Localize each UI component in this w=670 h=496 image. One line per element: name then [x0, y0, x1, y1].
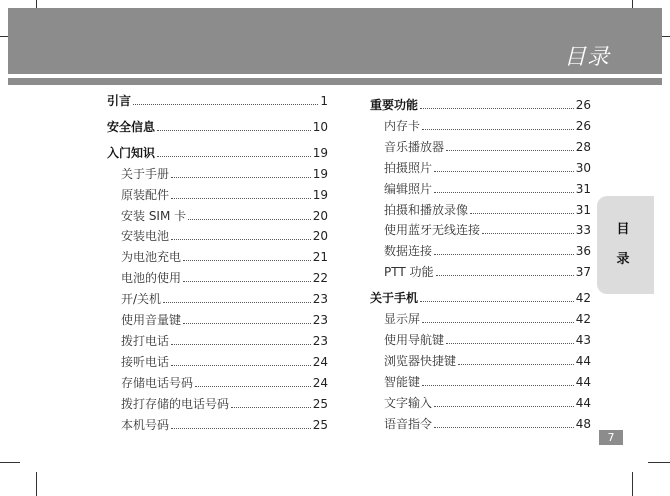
toc-entry [107, 416, 328, 432]
toc-entry-page: 23 [312, 292, 328, 307]
toc-leader-dots [171, 189, 311, 199]
toc-entry-label: 语音指令 [384, 416, 433, 431]
toc-entry-page: 44 [575, 353, 591, 368]
toc-entry-page: 24 [312, 375, 328, 390]
header-rule [8, 78, 662, 85]
toc-entry [107, 144, 328, 160]
toc-entry-page: 31 [575, 202, 591, 217]
toc-entry [370, 331, 591, 347]
toc-entry-page: 23 [312, 313, 328, 327]
toc-entry [107, 332, 328, 348]
toc-entry [370, 180, 591, 196]
toc-entry [107, 165, 328, 181]
toc-entry-label: 拨打存储的电话号码 [121, 396, 230, 411]
toc-leader-dots [446, 334, 574, 344]
toc-entry-page: 33 [575, 223, 591, 238]
toc-entry-page: 23 [312, 333, 328, 348]
crop-mark [632, 472, 633, 496]
toc-leader-dots [183, 272, 311, 282]
toc-entry-page: 48 [575, 416, 591, 431]
toc-leader-dots [422, 120, 574, 130]
toc-entry-label: 开/关机 [121, 292, 162, 307]
toc-leader-dots [188, 210, 311, 220]
toc-entry-page: 26 [575, 118, 591, 133]
toc-entry-page: 36 [575, 244, 591, 259]
toc-leader-dots [133, 95, 318, 105]
toc-entry-label: 数据连接 [384, 244, 433, 259]
toc-entry [370, 159, 591, 175]
toc-entry-page: 37 [575, 265, 591, 280]
toc-entry-page: 44 [575, 374, 591, 389]
toc-entry-label: 使用导航键 [384, 332, 445, 347]
toc-entry [107, 395, 328, 411]
toc-leader-dots [171, 168, 311, 178]
toc-leader-dots [183, 314, 311, 324]
toc-entry [370, 373, 591, 389]
toc-leader-dots [434, 162, 574, 172]
toc-entry-label: 显示屏 [384, 312, 421, 326]
toc-entry-label: 存储电话号码 [121, 375, 194, 390]
toc-entry-page: 19 [312, 166, 328, 181]
toc-entry-label: 引言 [107, 94, 132, 108]
toc-leader-dots [434, 183, 574, 193]
toc-entry-page: 20 [312, 229, 328, 244]
toc-entry [370, 117, 591, 133]
toc-entry-page: 42 [575, 312, 591, 326]
toc-leader-dots [171, 230, 311, 240]
toc-entry-page: 30 [575, 160, 591, 175]
toc-leader-dots [470, 204, 574, 214]
toc-entry [107, 118, 328, 134]
toc-entry-label: 重要功能 [370, 98, 419, 112]
toc-entry [370, 352, 591, 368]
section-tab-char: 录 [616, 252, 630, 267]
toc-leader-dots [434, 245, 574, 255]
toc-leader-dots [446, 141, 574, 151]
toc-entry [107, 269, 328, 285]
toc-leader-dots [171, 356, 311, 366]
toc-entry-page: 44 [575, 395, 591, 410]
toc-leader-dots [231, 398, 311, 408]
toc-entry [370, 221, 591, 237]
toc-entry-label: 原装配件 [121, 187, 170, 202]
toc-entry-label: PTT 功能 [384, 265, 434, 280]
toc-entry-label: 浏览器快捷键 [384, 353, 457, 368]
toc-entry [370, 263, 591, 279]
toc-entry-page: 1 [320, 94, 328, 108]
toc-entry-page: 19 [312, 145, 328, 160]
toc-entry [370, 96, 591, 112]
toc-leader-dots [195, 377, 311, 387]
toc-leader-dots [458, 355, 574, 365]
toc-leader-dots [163, 293, 311, 303]
toc-entry-label: 关于手机 [370, 291, 419, 306]
toc-entry [370, 242, 591, 258]
toc-entry-page: 31 [575, 181, 591, 196]
toc-entry-label: 拍摄照片 [384, 160, 433, 175]
toc-entry-label: 智能键 [384, 374, 421, 389]
toc-entry-label: 入门知识 [107, 145, 156, 160]
toc-entry-label: 内存卡 [384, 118, 421, 133]
toc-entry-label: 编辑照片 [384, 181, 433, 196]
toc-leader-dots [171, 419, 311, 429]
toc-entry-label: 关于手册 [121, 166, 170, 181]
toc-leader-dots [482, 224, 574, 234]
toc-entry-page: 22 [312, 271, 328, 286]
toc-entry [107, 290, 328, 306]
toc-entry-page: 28 [575, 139, 591, 154]
toc-entry-page: 10 [312, 119, 328, 134]
toc-entry [107, 374, 328, 390]
toc-entry-label: 使用蓝牙无线连接 [384, 223, 481, 238]
toc-entry-label: 为电池充电 [121, 250, 182, 265]
toc-entry [370, 415, 591, 431]
toc-entry-label: 使用音量键 [121, 313, 182, 327]
toc-entry [370, 394, 591, 410]
toc-entry [107, 207, 328, 223]
toc-entry-page: 43 [575, 332, 591, 347]
toc-entry-label: 接听电话 [121, 354, 170, 369]
toc-entry-page: 24 [312, 354, 328, 369]
toc-leader-dots [422, 376, 574, 386]
toc-entry [107, 92, 328, 108]
toc-leader-dots [422, 313, 574, 323]
toc-leader-dots [157, 121, 311, 131]
toc-entry [370, 201, 591, 217]
toc-leader-dots [171, 335, 311, 345]
toc-leader-dots [157, 147, 311, 157]
toc-entry-page: 19 [312, 187, 328, 202]
toc-entry-label: 拍摄和播放录像 [384, 202, 469, 217]
toc-entry [107, 311, 328, 327]
crop-mark [0, 462, 20, 463]
toc-entry-label: 文字输入 [384, 395, 433, 410]
crop-mark [36, 472, 37, 496]
toc-leader-dots [434, 397, 574, 407]
toc-entry-label: 电池的使用 [121, 271, 182, 286]
toc-leader-dots [420, 99, 574, 109]
toc-entry [107, 248, 328, 264]
toc-leader-dots [420, 292, 574, 302]
toc-entry [370, 289, 591, 305]
section-tab [597, 196, 654, 294]
toc-entry-label: 本机号码 [121, 417, 170, 432]
toc-entry [107, 186, 328, 202]
toc-entry-label: 安装 SIM 卡 [121, 208, 187, 223]
toc-entry [107, 227, 328, 243]
toc-entry-page: 21 [312, 250, 328, 265]
toc-entry-page: 26 [575, 98, 591, 112]
toc-entry-label: 拨打电话 [121, 333, 170, 348]
toc-leader-dots [434, 418, 574, 428]
toc-entry [370, 138, 591, 154]
toc-entry-label: 音乐播放器 [384, 139, 445, 154]
toc-entry-page: 25 [312, 417, 328, 432]
toc-entry-page: 25 [312, 396, 328, 411]
toc-leader-dots [183, 251, 311, 261]
toc-entry [370, 310, 591, 326]
toc-entry-page: 42 [575, 291, 591, 306]
crop-mark [648, 462, 670, 463]
toc-entry-label: 安全信息 [107, 119, 156, 134]
page-title: 目录 [563, 45, 610, 70]
toc-entry [107, 353, 328, 369]
section-tab-char: 目 [616, 222, 630, 237]
toc-leader-dots [436, 266, 574, 276]
toc-entry-label: 安装电池 [121, 229, 170, 244]
page-number: 7 [599, 430, 623, 445]
toc-entry-page: 20 [312, 208, 328, 223]
